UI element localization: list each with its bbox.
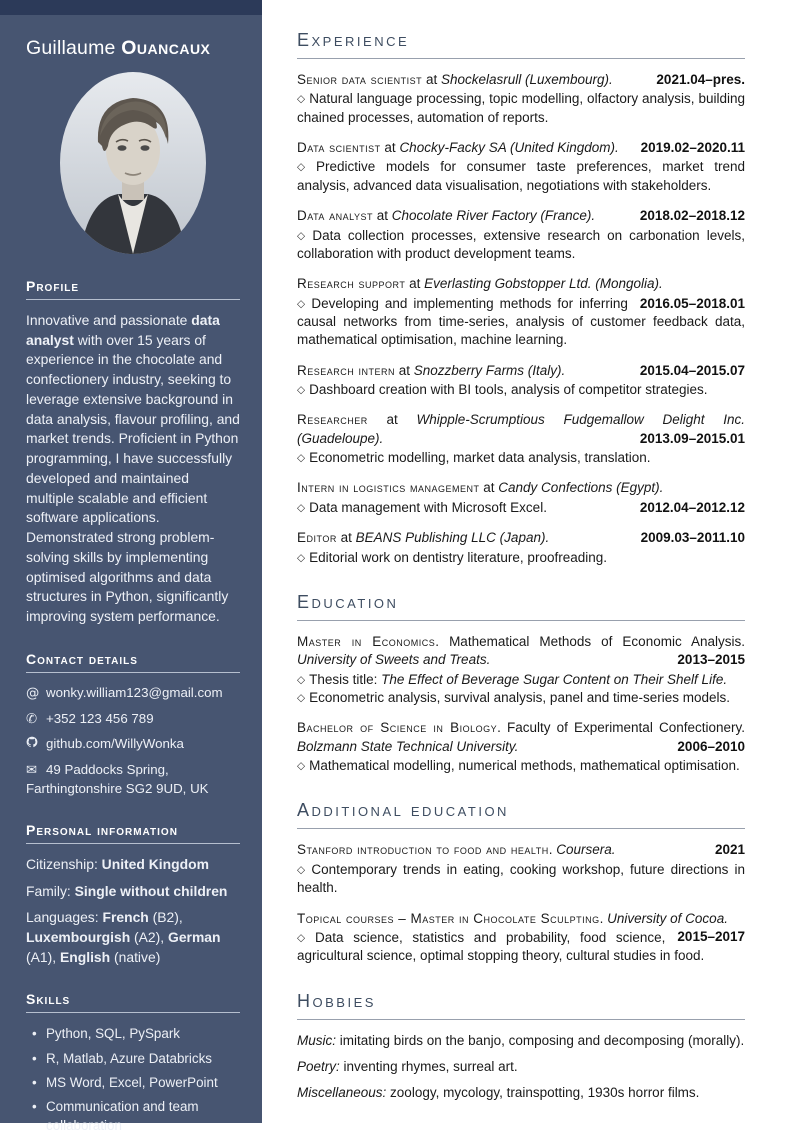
text-segment: with over 15 years of experience in the chocolate and confectionery industry, seeking to leverage extensive background in data analysis, flavour profiling, and market trends. Proficient in Python programming, I have successfully developed and maintained multiple scalable and efficient software applications. Demonstrated strong problem-solving skills by implementing optimised algorithms and data structures in Python, significantly improving system performance.	[26, 331, 240, 625]
contact-heading: Contact details	[26, 651, 240, 673]
text-segment: at	[479, 480, 499, 496]
text-segment: German	[168, 929, 221, 946]
entry-description	[297, 499, 745, 517]
at-icon: @	[26, 685, 40, 701]
entry-title	[297, 910, 745, 944]
diamond-bullet: ◇	[297, 161, 313, 174]
text-segment: zoology, mycology, trainspotting, 1930s horror films.	[386, 1085, 700, 1101]
last-name: Ouancaux	[121, 37, 211, 59]
text-segment: Dashboard creation with BI tools, analysis of competitor strategies.	[309, 382, 708, 398]
first-name: Guillaume	[26, 37, 116, 59]
text-segment: Music:	[297, 1032, 337, 1048]
sidebar-content	[0, 15, 262, 1135]
text-segment: Editorial work on dentistry literature, proofreading.	[309, 549, 607, 565]
sidebar-top-band	[0, 0, 262, 15]
text-segment: Chocky-Facky SA (United Kingdom).	[399, 140, 619, 156]
experience-entry	[297, 411, 745, 467]
entry-title	[297, 139, 745, 157]
entry-title	[297, 479, 745, 497]
text-segment: at	[405, 276, 425, 292]
bullet-glyph: •	[32, 1026, 37, 1042]
additional-education-entry	[297, 841, 745, 897]
entry-title	[297, 71, 745, 89]
sidebar	[0, 0, 262, 1133]
entry-description	[297, 158, 745, 195]
text-segment: Languages:	[26, 909, 103, 926]
text-segment: inventing rhymes, surreal art.	[339, 1058, 518, 1074]
text-segment: University of Sweets and Treats.	[297, 652, 491, 668]
text-segment: Econometric analysis, survival analysis, panel and time-series models.	[309, 689, 731, 705]
text-segment: Family:	[26, 882, 75, 899]
experience-entry	[297, 479, 745, 517]
entry-title	[297, 411, 745, 448]
personal-item	[26, 882, 240, 902]
entry-date: 2019.02–2020.11	[640, 140, 745, 156]
contact-text: github.com/WillyWonka	[46, 736, 184, 752]
entry-description	[297, 861, 745, 898]
entry-title	[297, 207, 745, 225]
text-segment: University of Cocoa.	[607, 910, 728, 926]
text-segment: Data analyst	[297, 208, 374, 224]
diamond-bullet: ◇	[297, 691, 306, 704]
diamond-bullet: ◇	[297, 452, 306, 465]
text-segment: (B2),	[148, 909, 183, 926]
entry-title	[297, 633, 745, 670]
diamond-bullet: ◇	[297, 384, 306, 397]
section-hobbies	[297, 991, 745, 1103]
text-segment: . Mathematical Methods of Economic Analysis.	[435, 633, 745, 649]
diamond-bullet: ◇	[297, 673, 306, 686]
text-segment: (A1),	[26, 948, 60, 965]
diamond-bullet: ◇	[297, 229, 309, 242]
text-segment: (native)	[110, 948, 161, 965]
main-content	[262, 0, 794, 1111]
experience-entry	[297, 139, 745, 195]
entry-title	[297, 841, 745, 859]
experience-heading: Experience	[297, 30, 745, 59]
text-segment: Citizenship:	[26, 855, 102, 872]
text-segment: Econometric modelling, market data analysis, translation.	[309, 450, 651, 466]
entry-date: 2012.04–2012.12	[639, 499, 745, 515]
entry-title	[297, 362, 745, 380]
bullet-glyph: •	[32, 1074, 37, 1090]
text-segment: Natural language processing, topic modelling, olfactory analysis, building chained processes, automation of reports.	[297, 91, 745, 125]
portrait-group	[60, 72, 206, 254]
text-segment: Chocolate River Factory (France).	[391, 208, 596, 224]
experience-entry	[297, 362, 745, 400]
skills-heading: Skills	[26, 991, 240, 1013]
text-segment: Poetry:	[297, 1058, 340, 1074]
skills-list	[26, 1024, 240, 1134]
contact-text: wonky.william123@gmail.com	[46, 684, 223, 700]
entry-date: 2013–2015	[677, 652, 745, 668]
contact-text: +352 123 456 789	[46, 710, 154, 726]
diamond-bullet: ◇	[297, 93, 306, 106]
text-segment: imitating birds on the banjo, composing and decomposing (morally).	[336, 1032, 745, 1048]
text-segment: Developing and implementing methods for inferring causal networks from time-series, analysis of customer feedback data, mathematical optimisation, machine learning.	[297, 295, 745, 348]
text-segment: Bolzmann State Technical University.	[297, 738, 519, 754]
github-icon	[26, 736, 46, 754]
section-experience	[297, 30, 745, 567]
personal-list	[26, 855, 240, 968]
education-heading: Education	[297, 592, 745, 621]
text-segment: Coursera.	[556, 842, 616, 858]
contact-item	[26, 761, 240, 798]
text-segment: Luxembourgish	[26, 929, 131, 946]
portrait-left-eye	[118, 145, 127, 151]
text-segment: Bachelor of Science in Biology	[297, 720, 498, 736]
entry-description	[297, 381, 745, 399]
skill-item: • Python, SQL, PySpark	[32, 1024, 240, 1043]
text-segment: Contemporary trends in eating, cooking workshop, future directions in health.	[297, 861, 745, 896]
additional-education-heading: Additional education	[297, 800, 745, 829]
profile-heading: Profile	[26, 278, 240, 300]
text-segment: The Effect of Beverage Sugar Content on Their Shelf Life.	[381, 671, 728, 687]
text-segment: Data scientist	[297, 140, 381, 156]
entry-description	[297, 549, 745, 567]
additional-education-entries	[297, 841, 745, 965]
text-segment: Research intern	[297, 362, 396, 378]
education-entry	[297, 633, 745, 707]
education-entry	[297, 719, 745, 775]
text-segment: at	[422, 72, 441, 87]
personal-heading: Personal information	[26, 822, 240, 844]
contact-text: 49 Paddocks Spring, Farthingtonshire SG2 9UD, UK	[26, 762, 209, 796]
text-segment: Mathematical modelling, numerical methods, mathematical optimisation.	[309, 758, 740, 774]
text-segment: at	[380, 140, 400, 156]
hobby-item	[297, 1032, 745, 1050]
text-segment: Whipple-Scrumptious Fudgemallow Delight Inc. (Guadeloupe).	[297, 412, 745, 446]
text-segment: . Faculty of Experimental Confectionery.	[497, 720, 745, 736]
entry-date: 2018.02–2018.12	[639, 208, 745, 224]
contact-item	[26, 684, 240, 703]
skill-item: • R, Matlab, Azure Databricks	[32, 1049, 240, 1068]
diamond-bullet: ◇	[297, 863, 308, 876]
text-segment: Snozzberry Farms (Italy).	[413, 362, 566, 378]
text-segment: BEANS Publishing LLC (Japan).	[355, 530, 550, 546]
text-segment: Research support	[297, 276, 406, 292]
education-entries	[297, 633, 745, 776]
text-segment: Data science, statistics and probability, food science, agricultural science, optimal stopping theory, cultural studies in food.	[297, 929, 705, 964]
text-segment: Thesis title:	[309, 671, 382, 687]
text-segment: data analyst	[26, 312, 220, 348]
diamond-bullet: ◇	[297, 297, 308, 310]
text-segment: Stanford introduction to food and health	[297, 842, 549, 858]
envelope-icon: ✉	[26, 763, 38, 779]
skill-item: • Communication and team collaboration	[32, 1098, 199, 1133]
entry-description	[297, 449, 745, 467]
text-segment: United Kingdom	[101, 855, 209, 872]
text-segment: Single without children	[74, 882, 228, 899]
diamond-bullet: ◇	[297, 501, 306, 514]
section-education	[297, 592, 745, 776]
text-segment: Researcher	[297, 412, 368, 428]
entry-description	[297, 671, 745, 689]
text-segment: Everlasting Gobstopper Ltd. (Mongolia).	[424, 276, 663, 292]
entry-title	[297, 275, 745, 293]
hobby-item	[297, 1084, 745, 1102]
hobbies-heading: Hobbies	[297, 991, 745, 1020]
experience-entry	[297, 529, 745, 567]
text-segment: at	[367, 412, 417, 428]
text-segment: .	[548, 842, 557, 858]
entry-description	[297, 689, 745, 707]
entry-date: 2006–2010	[677, 738, 745, 754]
bullet-glyph: •	[32, 1098, 37, 1114]
entry-date: 2021	[714, 842, 745, 858]
bullet-glyph: •	[32, 1050, 37, 1066]
contact-item	[26, 710, 240, 729]
text-segment: Shockelasrull (Luxembourg).	[440, 72, 613, 87]
diamond-bullet: ◇	[297, 551, 306, 564]
github-icon-glyph	[26, 736, 38, 748]
text-segment: French	[102, 909, 149, 926]
text-segment: Data collection processes, extensive research on carbonation levels, collaboration with product development teams.	[297, 227, 745, 261]
text-segment: Senior data scientist	[297, 72, 423, 87]
portrait-image	[60, 72, 206, 254]
text-segment: (A2),	[130, 929, 169, 946]
profile-text	[26, 311, 240, 627]
text-segment: Predictive models for consumer taste preferences, market trend analysis, advanced data visualisation, negotiations with stakeholders.	[297, 159, 745, 193]
contact-item	[26, 735, 240, 754]
experience-entry	[297, 207, 745, 263]
text-segment: Miscellaneous:	[297, 1085, 387, 1101]
personal-item	[26, 908, 240, 967]
additional-education-entry	[297, 910, 745, 966]
diamond-bullet: ◇	[297, 760, 306, 773]
experience-entries	[297, 71, 745, 567]
text-segment: Topical courses – Master in Chocolate Sculpting	[297, 910, 600, 926]
text-segment: at	[373, 208, 392, 224]
text-segment: Intern in logistics management	[297, 480, 480, 496]
person-name	[26, 37, 240, 60]
text-segment: Innovative and passionate	[26, 312, 192, 328]
portrait-right-eye	[141, 145, 150, 151]
section-additional-education	[297, 800, 745, 965]
text-segment: .	[599, 910, 608, 926]
experience-entry	[297, 275, 745, 349]
skill-item: • MS Word, Excel, PowerPoint	[32, 1073, 240, 1092]
entry-title	[297, 719, 745, 756]
entry-date: 2016.05–2018.01	[639, 295, 745, 311]
text-segment: Editor	[297, 530, 337, 546]
diamond-bullet: ◇	[297, 931, 312, 944]
entry-date: 2021.04–pres.	[656, 72, 745, 87]
contact-list	[26, 684, 240, 798]
entry-description	[297, 227, 745, 264]
text-segment: at	[395, 362, 414, 378]
phone-icon: ✆	[26, 711, 38, 727]
entry-date: 2015.04–2015.07	[639, 362, 745, 378]
text-segment: Master in Economics	[297, 633, 436, 649]
entry-description	[297, 90, 745, 127]
entry-date: 2015–2017	[677, 928, 745, 944]
text-segment: Candy Confections (Egypt).	[498, 480, 664, 496]
entry-date: 2009.03–2011.10	[640, 530, 745, 546]
entry-description	[297, 295, 745, 350]
experience-entry	[297, 71, 745, 127]
hobby-item	[297, 1058, 745, 1076]
personal-item	[26, 855, 240, 875]
text-segment: at	[336, 530, 356, 546]
entry-date: 2013.09–2015.01	[639, 430, 745, 446]
text-segment: English	[59, 948, 111, 965]
text-segment: Data management with Microsoft Excel.	[309, 499, 547, 515]
hobbies-list	[297, 1032, 745, 1103]
entry-description	[297, 757, 745, 775]
entry-title	[297, 529, 745, 547]
